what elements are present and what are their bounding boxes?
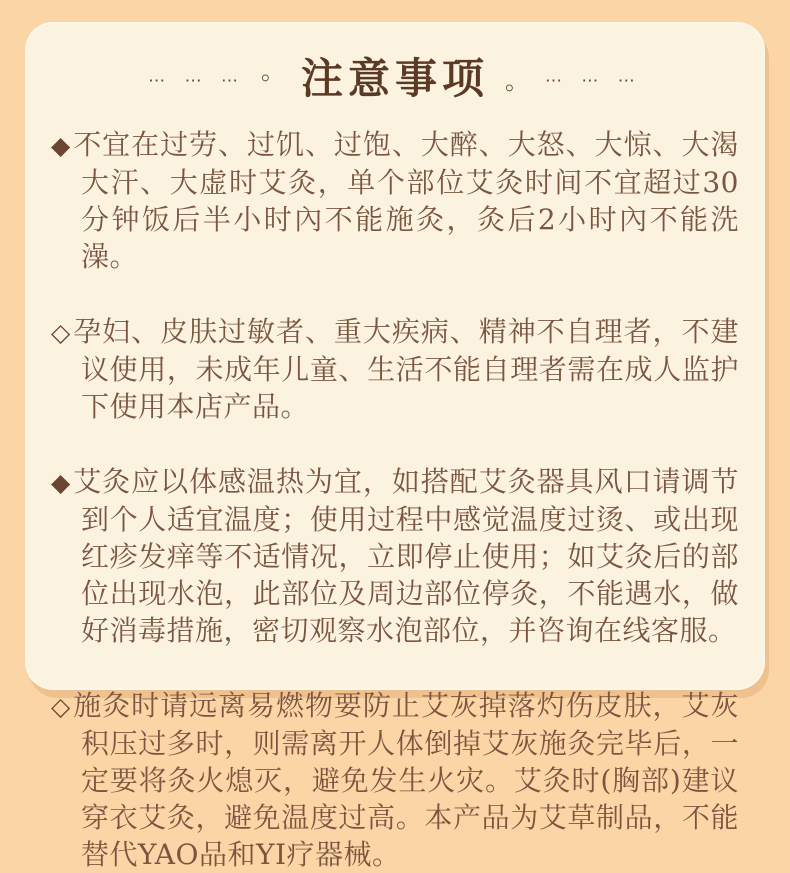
title-row	[51, 56, 739, 102]
note-paragraph	[51, 126, 739, 275]
note-text: 不宜在过劳、过饥、过饱、大醉、大怒、大惊、大渴大汗、大虚时艾灸，单个部位艾灸时间不宜超过30分钟饭后半小时內不能施灸，灸后2小时內不能洗澡。	[73, 128, 739, 274]
page-title: 注意事项	[300, 54, 489, 103]
note-paragraph	[51, 687, 739, 873]
hollow-diamond-bullet-icon: ◇	[51, 692, 72, 722]
notice-card	[25, 22, 765, 872]
note-text: 艾灸应以体感温热为宜，如搭配艾灸器具风口请调节到个人适宜温度；使用过程中感觉温度过烫、或出现红疹发痒等不适情况，立即停止使用；如艾灸后的部位出现水泡，此部位及周边部位停灸，不能遇水，做好消毒措施，密切观察水泡部位，并咨询在线客服。	[73, 465, 739, 648]
note-text: 孕妇、皮肤过敏者、重大疾病、精神不自理者，不建议使用，未成年儿童、生活不能自理者需在成人监护下使用本店产品。	[73, 315, 739, 424]
note-paragraph	[51, 313, 739, 425]
note-text: 施灸时请远离易燃物要防止艾灰掉落灼伤皮肤，艾灰积压过多时，则需离开人体倒掉艾灰施灸完毕后，一定要将灸火熄灭，避免发生火灾。艾灸时(胸部)建议穿衣艾灸，避免温度过高。本产品为艾草制品，不能替代YAO品和YI疗器械。	[73, 689, 739, 872]
title-decor-left: ⋯ ⋯ ⋯	[148, 71, 245, 92]
title-circle-left: 。	[260, 57, 285, 86]
notes-list	[51, 126, 739, 873]
hollow-diamond-bullet-icon: ◇	[51, 318, 72, 348]
filled-diamond-bullet-icon: ◆	[51, 468, 72, 498]
note-paragraph	[51, 463, 739, 649]
title-circle-right: 。	[505, 67, 529, 96]
title-decor-right: ⋯ ⋯ ⋯	[545, 71, 642, 92]
filled-diamond-bullet-icon: ◆	[51, 131, 72, 161]
